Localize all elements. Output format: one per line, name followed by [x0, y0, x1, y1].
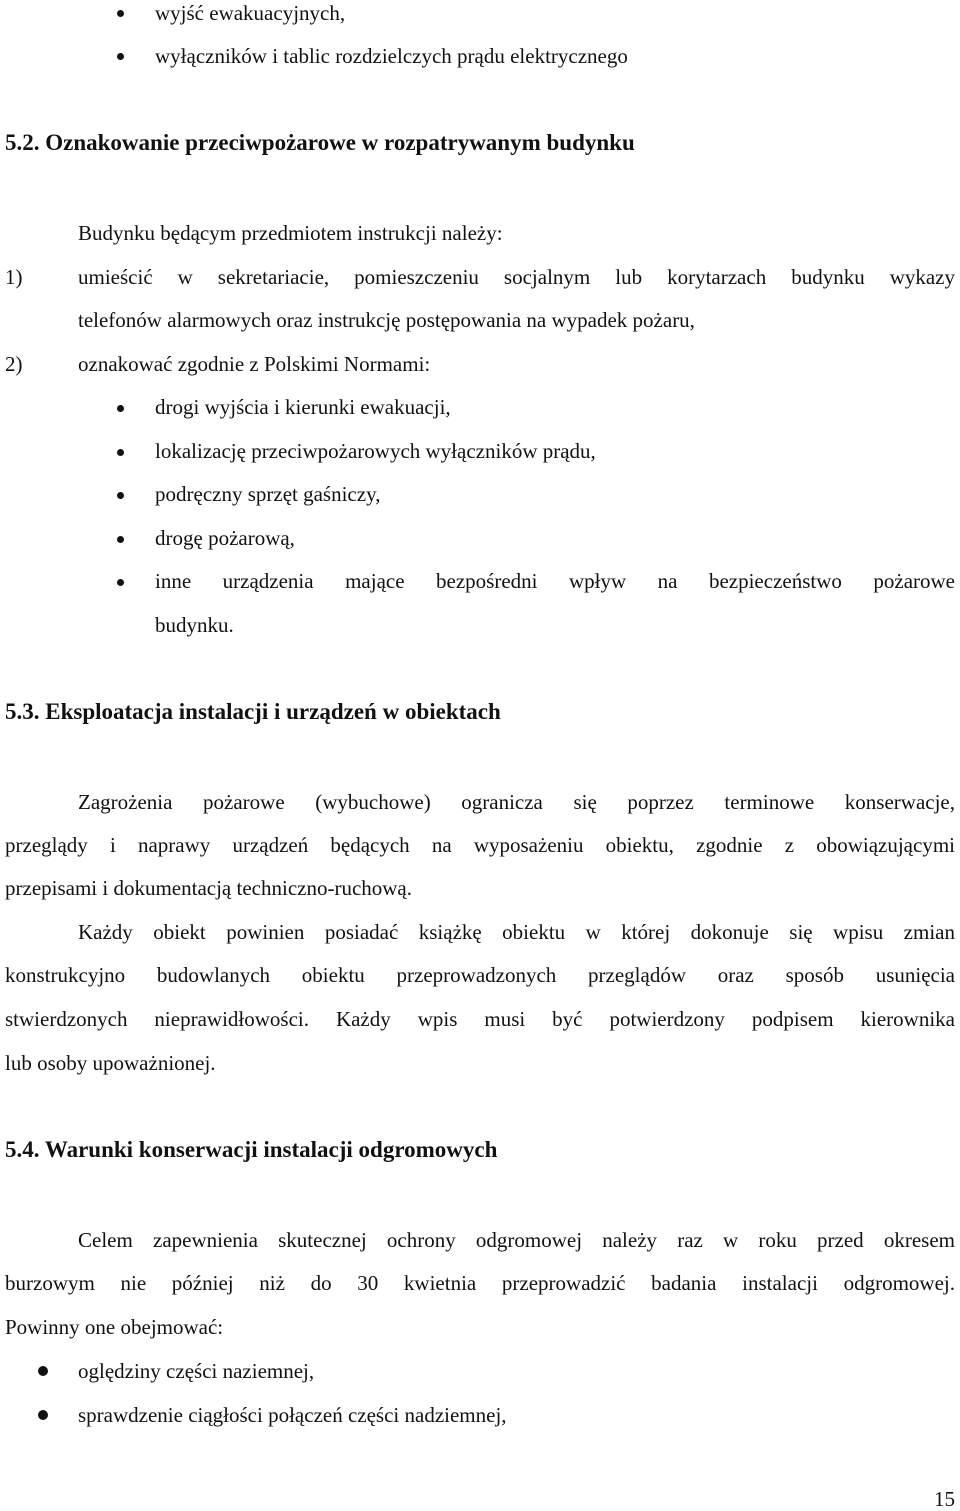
- bullet-icon: [117, 10, 124, 17]
- bullet-icon: [117, 53, 124, 60]
- list-item-text: oznakować zgodnie z Polskimi Normami:: [78, 352, 431, 376]
- paragraph-line: [5, 1314, 955, 1340]
- paragraph-line: [5, 1050, 955, 1076]
- paragraph-line: [5, 1270, 955, 1296]
- bullet-icon: [117, 579, 124, 586]
- list-item: podręczny sprzęt gaśniczy,: [155, 482, 381, 506]
- paragraph-line: [78, 1227, 955, 1253]
- bullet-icon: [117, 536, 124, 543]
- list-item: sprawdzenie ciągłości połączeń części nadziemnej,: [78, 1403, 507, 1427]
- list-item-text: [78, 264, 955, 290]
- list-item-line: budynku.: [155, 613, 234, 637]
- bullet-icon: [117, 449, 124, 456]
- list-item: wyjść ewakuacyjnych,: [155, 1, 346, 25]
- paragraph-text: przepisami i dokumentacją techniczno-ruchową.: [5, 876, 412, 900]
- list-item-line: umieścić w sekretariacie, pomieszczeniu socjalnym lub korytarzach budynku wykazy: [78, 265, 955, 289]
- section-heading-5-4: 5.4. Warunki konserwacji instalacji odgromowych: [5, 1137, 498, 1162]
- list-item: drogę pożarową,: [155, 526, 295, 550]
- list-number: 1): [5, 265, 23, 289]
- paragraph-line: [5, 962, 955, 988]
- list-item: [155, 568, 955, 594]
- paragraph-line: [78, 919, 955, 945]
- bullet-icon: [38, 1410, 48, 1420]
- list-item: drogi wyjścia i kierunki ewakuacji,: [155, 395, 451, 419]
- section-heading-5-3: 5.3. Eksploatacja instalacji i urządzeń w obiektach: [5, 699, 501, 724]
- paragraph-line: [78, 789, 955, 815]
- paragraph-text: konstrukcyjno budowlanych obiektu przeprowadzonych przeglądów oraz sposób usunięcia: [5, 963, 955, 987]
- list-item: wyłączników i tablic rozdzielczych prądu elektrycznego: [155, 44, 628, 68]
- paragraph-line: [5, 1006, 955, 1032]
- bullet-icon: [117, 492, 124, 499]
- list-number: 2): [5, 352, 23, 376]
- paragraph-text: Zagrożenia pożarowe (wybuchowe) ogranicza się poprzez terminowe konserwacje,: [78, 790, 955, 814]
- list-item: lokalizację przeciwpożarowych wyłączników prądu,: [155, 439, 596, 463]
- paragraph-line: [5, 832, 955, 858]
- paragraph-line: [5, 875, 955, 901]
- paragraph-intro: Budynku będącym przedmiotem instrukcji należy:: [78, 221, 503, 245]
- page-number: 15: [934, 1487, 955, 1511]
- bullet-icon: [117, 405, 124, 412]
- list-item-line: inne urządzenia mające bezpośredni wpływ na bezpieczeństwo pożarowe: [155, 569, 955, 593]
- paragraph-text: Powinny one obejmować:: [5, 1315, 224, 1339]
- bullet-icon: [38, 1366, 48, 1376]
- paragraph-text: przeglądy i naprawy urządzeń będących na wyposażeniu obiektu, zgodnie z obowiązującymi: [5, 833, 955, 857]
- section-heading-5-2: 5.2. Oznakowanie przeciwpożarowe w rozpatrywanym budynku: [5, 130, 635, 155]
- paragraph-text: Celem zapewnienia skutecznej ochrony odgromowej należy raz w roku przed okresem: [78, 1228, 955, 1252]
- paragraph-text: burzowym nie później niż do 30 kwietnia przeprowadzić badania instalacji odgromowej.: [5, 1271, 955, 1295]
- paragraph-text: Każdy obiekt powinien posiadać książkę obiektu w której dokonuje się wpisu zmian: [78, 920, 955, 944]
- list-item-line: telefonów alarmowych oraz instrukcję postępowania na wypadek pożaru,: [78, 308, 695, 332]
- list-item: oględziny części naziemnej,: [78, 1359, 315, 1383]
- paragraph-text: lub osoby upoważnionej.: [5, 1051, 216, 1075]
- paragraph-text: stwierdzonych nieprawidłowości. Każdy wpis musi być potwierdzony podpisem kierownika: [5, 1007, 955, 1031]
